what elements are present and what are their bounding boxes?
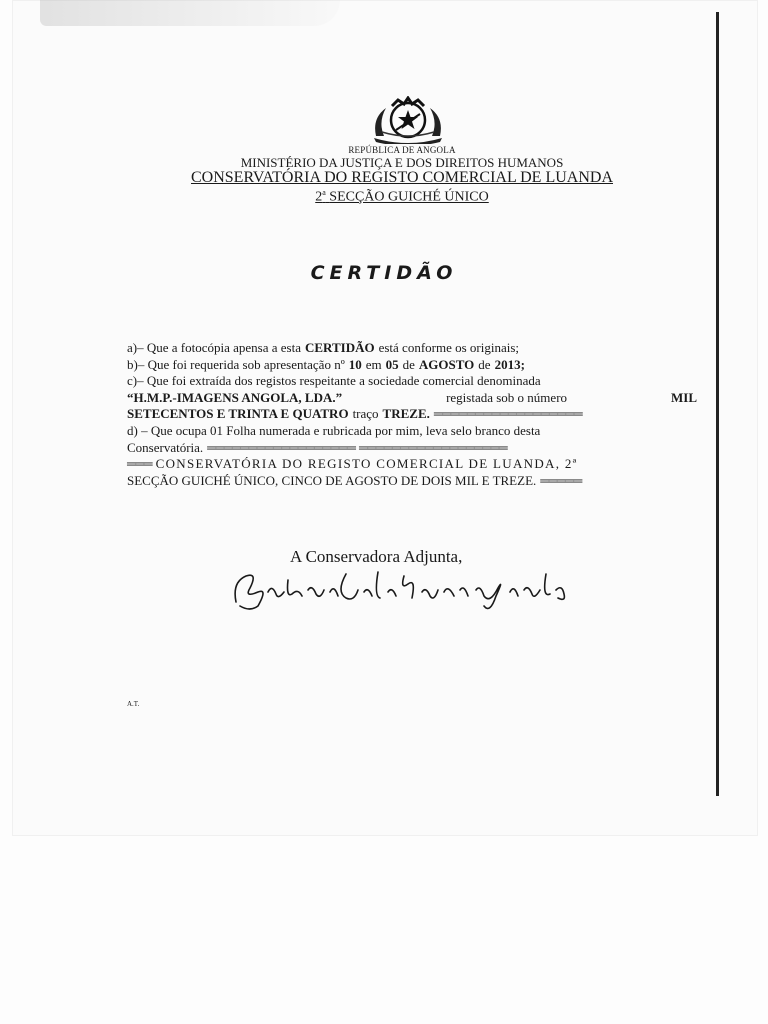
clause-d-line1 <box>127 423 697 440</box>
filler-line: ══════════════════ <box>358 439 507 455</box>
clause-d-line2 <box>127 440 697 457</box>
handwritten-signature <box>228 562 573 618</box>
clause-c-traco: traço <box>352 406 379 422</box>
typist-initials: A.T. <box>127 700 140 708</box>
section-heading <box>18 188 768 206</box>
clause-b-de2: de <box>478 356 491 372</box>
ministry-heading: MINISTÉRIO DA JUSTIÇA E DOS DIREITOS HUMANOS <box>240 155 564 170</box>
closing-text-1: CONSERVATÓRIA DO REGISTO COMERCIAL DE LUANDA, 2ª <box>155 456 578 472</box>
clause-c-line2 <box>127 390 697 407</box>
filler-suffix: ═════ <box>540 472 582 488</box>
clause-c-text: c)– Que foi extraída dos registos respeitante a sociedade comercial denominada <box>127 373 541 389</box>
filler-prefix: ═══ <box>127 456 152 472</box>
registration-number: SETECENTOS E TRINTA E QUATRO <box>127 406 349 422</box>
section-name: SECÇÃO GUICHÉ ÚNICO <box>329 189 489 205</box>
section-ordinal: a <box>322 188 326 197</box>
registration-suffix: TREZE. <box>382 406 430 422</box>
closing-line2 <box>127 473 697 490</box>
presentation-number: 10 <box>348 356 362 372</box>
closing-line1 <box>127 456 697 473</box>
clause-c-line3 <box>127 406 697 423</box>
clause-b-de: de <box>402 356 415 372</box>
clause-c-line1 <box>127 373 697 390</box>
margin-rule <box>716 12 719 796</box>
clause-a-text: a)– Que a fotocópia apensa a esta <box>127 340 301 355</box>
presentation-year: 2013; <box>494 356 525 372</box>
section-number: 2 <box>315 189 323 205</box>
clause-b-em: em <box>365 356 382 372</box>
document-title: CERTIDÃO <box>310 262 458 284</box>
filler-line: ══════════════════ <box>433 406 582 422</box>
certificate-body <box>127 340 697 489</box>
clause-a-bold: CERTIDÃO <box>304 340 375 355</box>
clause-b-text: b)– Que foi requerida sob apresentação nº <box>127 356 345 372</box>
clause-d-text: d) – Que ocupa 01 Folha numerada e rubricada por mim, leva selo branco desta <box>127 422 541 438</box>
clause-b <box>127 357 697 374</box>
conservatory-heading: CONSERVATÓRIA DO REGISTO COMERCIAL DE LUANDA <box>191 169 613 186</box>
presentation-month: AGOSTO <box>418 356 475 372</box>
company-name: “H.M.P.-IMAGENS ANGOLA, LDA.” <box>127 389 343 405</box>
clause-d-conservatoria: Conservatória. <box>127 439 204 455</box>
presentation-day: 05 <box>385 356 399 372</box>
registration-number-start: MIL <box>670 389 697 405</box>
clause-a <box>127 340 697 357</box>
closing-text-2: SECÇÃO GUICHÉ ÚNICO, CINCO DE AGOSTO DE DOIS MIL E TREZE. <box>127 472 537 488</box>
filler-line: ══════════════════ <box>207 439 355 455</box>
clause-a-suffix: está conforme os originais; <box>378 340 520 355</box>
republic-heading: REPÚBLICA DE ANGOLA <box>348 145 456 155</box>
angola-coat-of-arms-icon <box>370 96 446 144</box>
clause-c-registered: registada sob o número <box>446 389 568 405</box>
scan-smudge <box>40 0 340 26</box>
signatory-title: A Conservadora Adjunta, <box>290 547 463 566</box>
